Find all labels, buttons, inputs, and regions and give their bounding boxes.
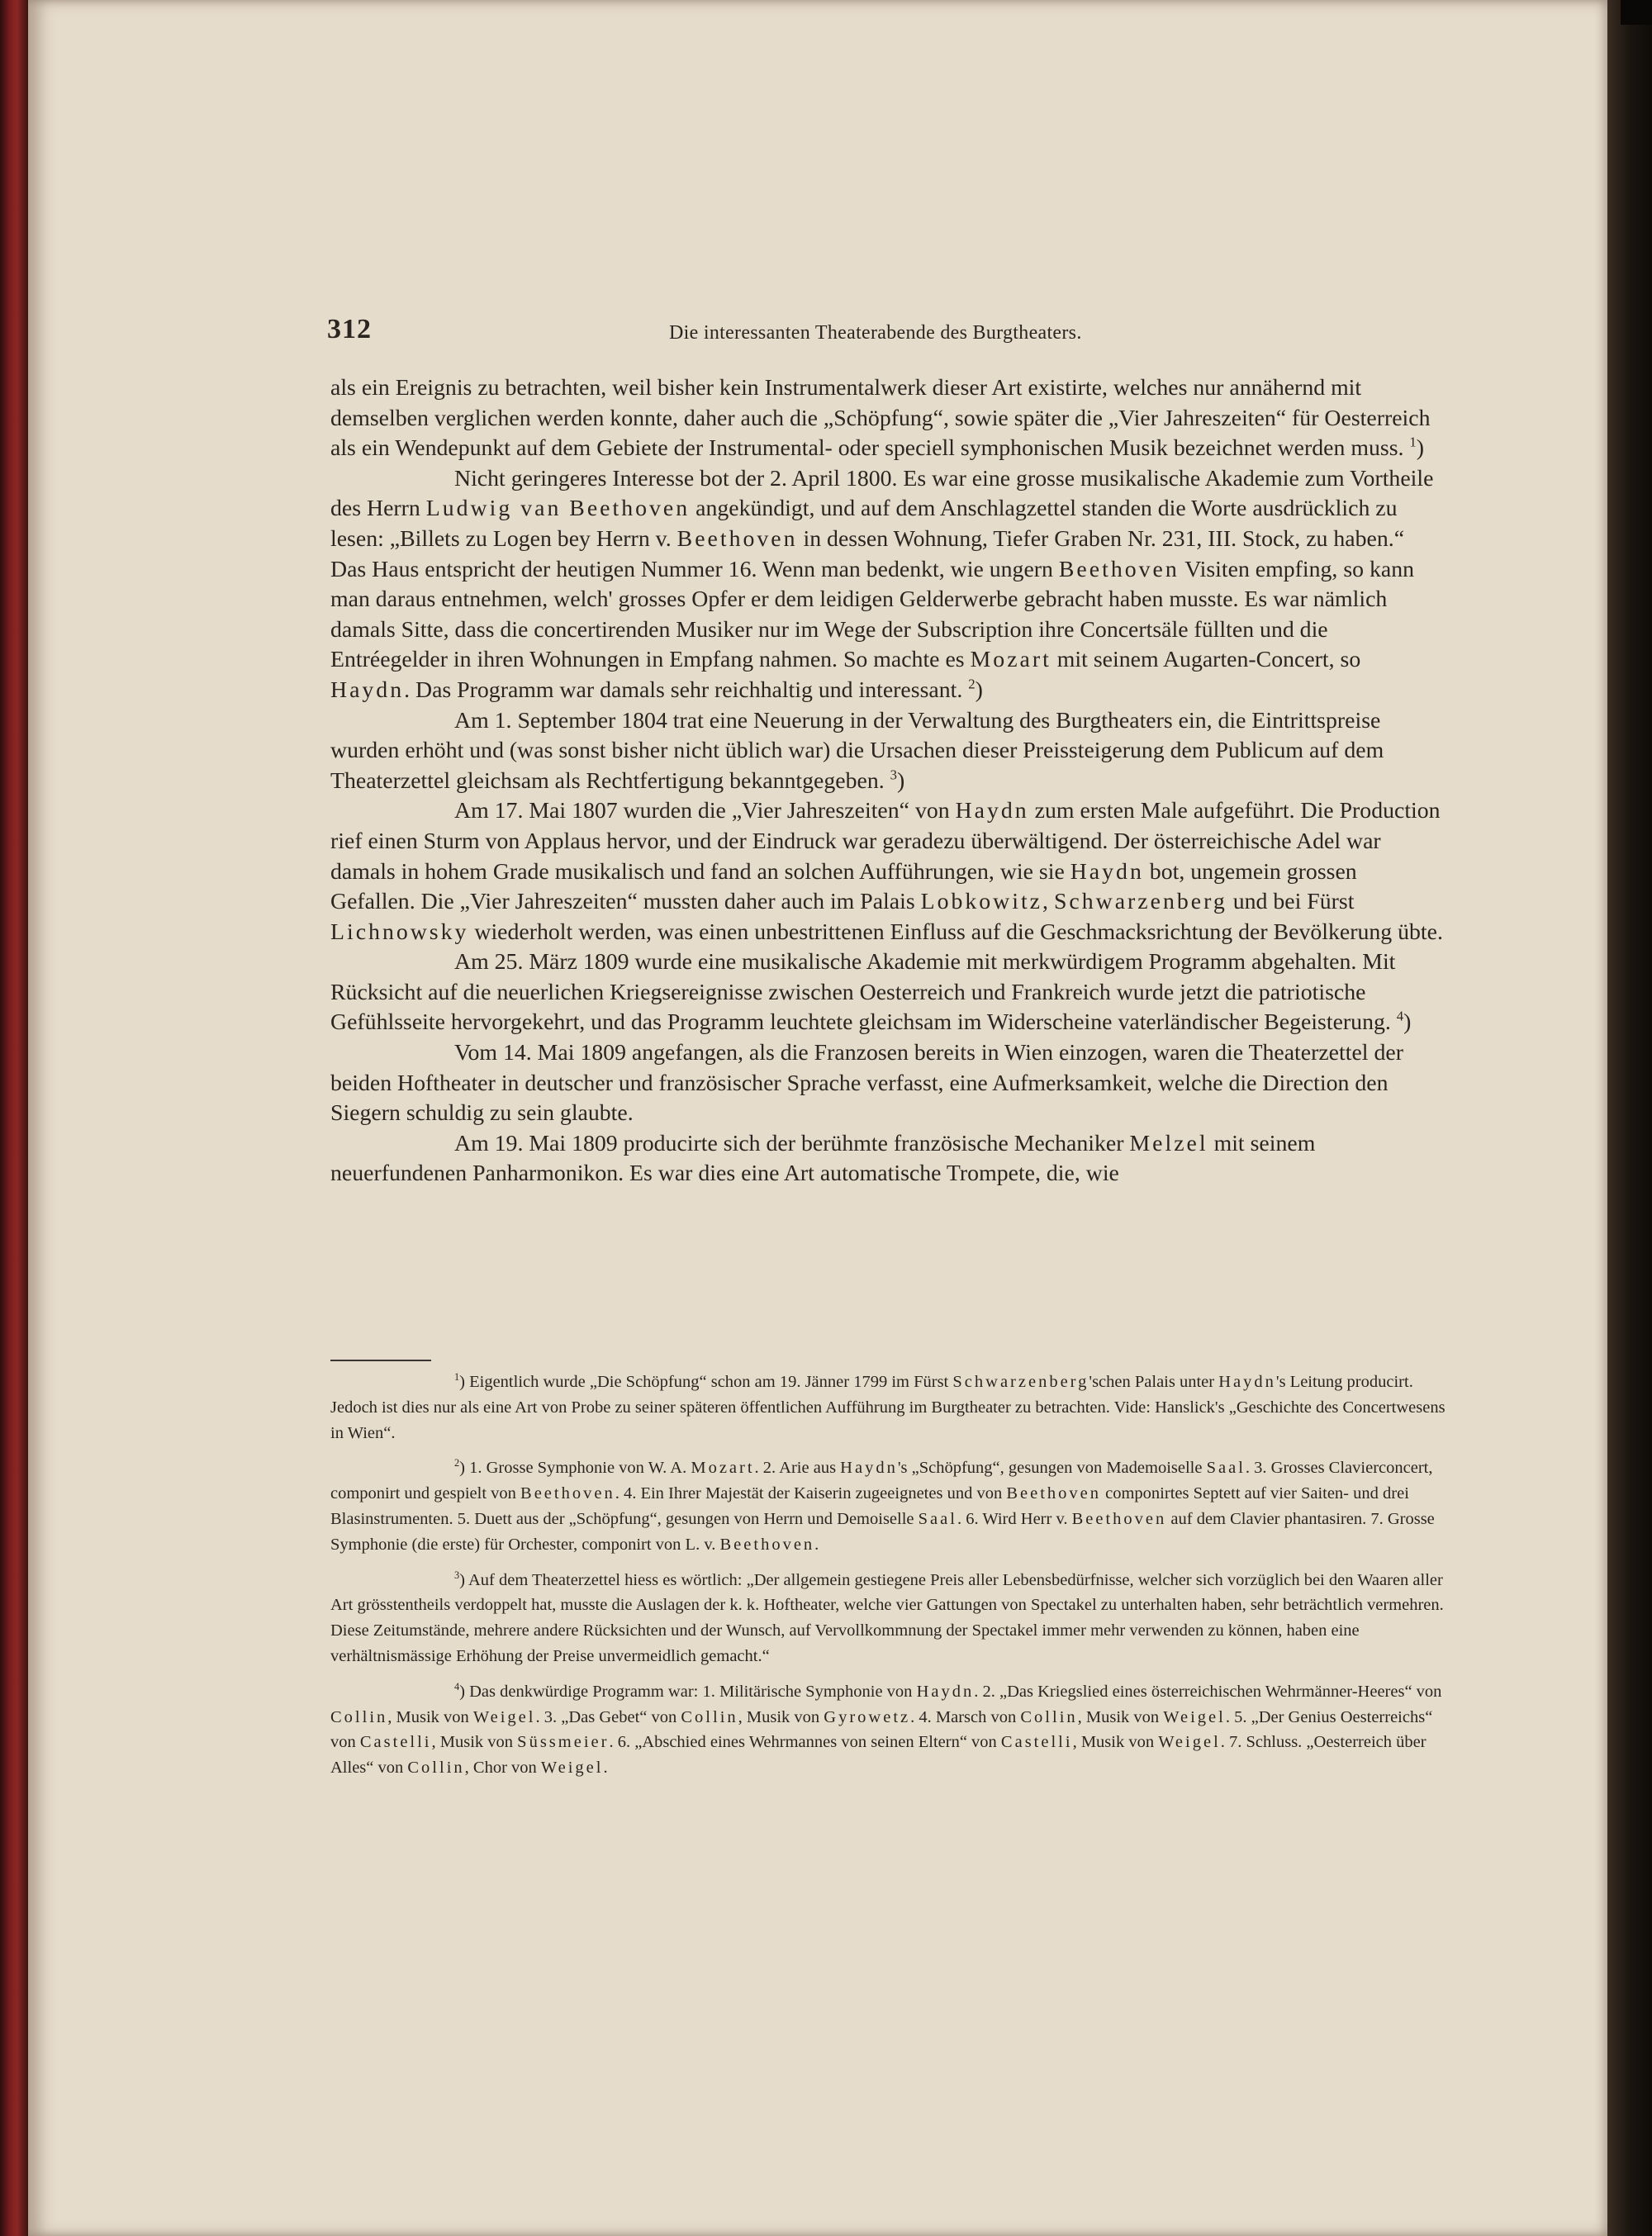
footnote-marker: 1 [454,1371,460,1384]
text-run: zum ersten Male aufgeführt. Die Production rief einen Sturm von Applaus hervor, und der Eindruck war geradezu überwältigend. Der österreichische Adel war damals in hohem Grade musikalisch und fand an solchen Aufführungen, wie sie [330,798,1441,885]
spaced-name: Beethoven [1006,1484,1101,1503]
text-run: . 5. „Der Genius Oesterreichs“ von [330,1707,1433,1752]
text-run: ) Eigentlich wurde „Die Schöpfung“ schon am 19. Jänner 1799 im Fürst [459,1373,953,1391]
spaced-name: Collin [407,1759,465,1778]
text-run: ) [1416,435,1425,462]
text-run: Am 19. Mai 1809 producirte sich der berühmte französische Mechaniker [454,1130,1130,1156]
text-run: , Musik von [1072,1733,1159,1752]
text-run: ) [1403,1009,1412,1036]
footnotes [330,1370,1446,1791]
spaced-name: Weigel [540,1759,604,1778]
text-run: . 6. Wird Herr v. [957,1509,1072,1528]
text-run: wiederholt werden, was einen unbestrittenen Einfluss auf die Geschmacksrichtung der Bevölkerung übte. [468,919,1443,945]
spaced-name: Süssmeier [517,1733,610,1752]
text-run: , Musik von [431,1733,518,1752]
spaced-name: Castelli [359,1733,432,1752]
text-run: 'schen Palais unter [1089,1373,1219,1391]
spaced-name: Schwarzenberg [1053,889,1227,915]
text-run: , [1042,889,1054,915]
footnote-marker: 3 [454,1569,460,1581]
spaced-name: Lobkowitz [920,889,1043,915]
text-run: ) Auf dem Theaterzettel hiess es wörtlich: „Der allgemein gestiegene Preis aller Lebensbedürfnisse, welcher sich vorzüglich bei den Waaren aller Art grösstentheils verdoppelt hat, musste die Auslagen der k. k. Hoftheater, welche vier Gattungen von Spectakel zu unterhalten haben, sehr beträchtlich vermehren. Diese Zeitumstände, mehrere andere Rücksichten und der Wunsch, auf Vervollkommnung der Spectakel immer mehr verwenden zu können, haben eine verhältnismässige Erhöhung der Preise unvermeidlich gemacht.“ [330,1570,1444,1665]
footnote [330,1568,1446,1669]
spaced-name: Collin [330,1707,388,1726]
spaced-name: Beethoven [676,525,798,552]
running-title: Die interessanten Theaterabende des Burgtheaters. [669,322,1082,344]
page-number: 312 [327,314,372,344]
text-run: mit seinem neuerfundenen Panharmonikon. Es war dies eine Art automatische Trompete, die, wie [330,1130,1316,1187]
text-run: als ein Ereignis zu betrachten, weil bisher kein Instrumentalwerk dieser Art existirte, welches nur annähernd mit demselben verglichen werden konnte, daher auch die „Schöpfung“, sowie später die „Vier Jahreszeiten“ für Oesterreich als ein Wendepunkt auf dem Gebiete der Instrumental- oder speciell symphonischen Musik bezeichnet werden muss. [330,375,1431,462]
text-run: Vom 14. Mai 1809 angefangen, als die Franzosen bereits in Wien einzogen, waren die Theaterzettel der beiden Hoftheater in deutscher und französischer Sprache verfasst, eine Aufmerksamkeit, welche die Direction den Siegern schuldig zu sein glaubte. [330,1040,1403,1127]
text-run: ) [975,676,983,703]
footnote [330,1455,1446,1557]
text-run: . Das Programm war damals sehr reichhaltig und interessant. [404,676,969,703]
footnote [330,1370,1446,1446]
spaced-name: Saal [1206,1459,1246,1478]
text-run: bot, ungemein grossen Gefallen. Die „Vier Jahreszeiten“ mussten daher auch im Palais [330,858,1357,915]
text-run: Am 17. Mai 1807 wurden die „Vier Jahreszeiten“ von [454,798,956,824]
text-run: . 4. Marsch von [910,1707,1021,1726]
spaced-name: Mozart [970,647,1051,673]
text-run: 's Leitung producirt. Jedoch ist dies nur als eine Art von Probe zu seiner späteren öffentlichen Aufführung im Burgtheater zu betrachten. Vide: Hanslick's „Geschichte des Concertwesens in Wien“. [330,1373,1446,1442]
footnote-divider [330,1360,431,1361]
spaced-name: Beethoven [719,1535,815,1554]
text-run: . 2. „Das Kriegslied eines österreichischen Wehrmänner-Heeres“ von [974,1682,1442,1701]
text-run: in dessen Wohnung, Tiefer Graben Nr. 231, III. Stock, zu haben.“ Das Haus entspricht der heutigen Nummer 16. Wenn man bedenkt, wie ungern [330,525,1405,582]
text-run: . 7. Schluss. „Oesterreich über Alles“ von [330,1733,1427,1778]
spaced-name: Gyrowetz [824,1707,911,1726]
spaced-name: Weigel [472,1707,536,1726]
text-run: 's „Schöpfung“, gesungen von Mademoiselle [897,1459,1207,1478]
text-run: , Chor von [464,1759,541,1778]
running-head [327,314,1447,350]
scan-background-right [1607,0,1652,2236]
text-run: . 2. Arie aus [754,1459,841,1478]
paragraph [330,1129,1446,1189]
text-run: und bei Fürst [1227,889,1355,915]
spaced-name: Saal [918,1509,957,1528]
footnote [330,1679,1446,1781]
text-run: . 3. „Das Gebet“ von [535,1707,681,1726]
text-run: Am 25. März 1809 wurde eine musikalische Akademie mit merkwürdigem Programm abgehalten. Mit Rücksicht auf die neuerlichen Kriegsereignisse zwischen Oesterreich und Frankreich wurde jetzt die patriotische Gefühlsseite hervorgekehrt, und das Programm leuchtete gleichsam im Widerscheine vaterländischer Begeisterung. [330,949,1397,1036]
text-run: angekündigt, und auf dem Anschlagzettel standen die Worte ausdrücklich zu lesen: „Billets zu Logen bey Herrn v. [330,496,1398,552]
spaced-name: Haydn [1070,858,1144,885]
text-run: Visiten empfing, so kann man daraus entnehmen, welch' grosses Opfer er dem leidigen Gelderwerbe gebracht haben musste. Es war nämlich damals Sitte, dass die concertirenden Musiker nur im Wege der Subscription ihre Concertsäle füllten und die Entréegelder in ihren Wohnungen in Empfang nahmen. So machte es [330,556,1415,673]
spaced-name: Weigel [1158,1733,1221,1752]
text-run: , Musik von [738,1707,824,1726]
footnote-marker: 1 [1409,434,1417,450]
spaced-name: Castelli [1000,1733,1073,1752]
footnote-marker: 3 [890,767,897,783]
footnote-marker: 2 [454,1457,460,1469]
body-text [330,373,1446,1189]
spaced-name: Haydn [1218,1373,1276,1391]
paragraph [330,796,1446,947]
footnote-marker: 4 [454,1680,460,1692]
text-run: ) [897,767,905,794]
spaced-name: Beethoven [1058,556,1180,582]
paragraph [330,373,1446,464]
spaced-name: Haydn [840,1459,898,1478]
spaced-name: Collin [1020,1707,1078,1726]
text-run: . 3. Grosses Clavierconcert, componirt und gespielt von [330,1459,1433,1503]
text-run: , Musik von [387,1707,473,1726]
footnote-marker: 4 [1396,1009,1404,1025]
spaced-name: Lichnowsky [330,919,469,945]
text-run: auf dem Clavier phantasiren. 7. Grosse Symphonie (die erste) für Orchester, componirt von L. v. [330,1509,1435,1554]
spaced-name: Collin [681,1707,738,1726]
spaced-name: Haydn [916,1682,975,1701]
spaced-name: Ludwig van Beethoven [425,496,691,522]
text-run: ) 1. Grosse Symphonie von W. A. [459,1459,691,1478]
spaced-name: Weigel [1163,1707,1226,1726]
text-run: . [603,1759,608,1778]
paragraph [330,947,1446,1038]
text-run: . 4. Ein Ihrer Majestät der Kaiserin zugeeignetes und von [615,1484,1007,1503]
spaced-name: Beethoven [520,1484,615,1503]
text-run: , Musik von [1077,1707,1164,1726]
text-run: componirtes Septett auf vier Saiten- und drei Blasinstrumenten. 5. Duett aus der „Schöpfung“, gesungen von Herrn und Demoiselle [330,1484,1409,1528]
spaced-name: Melzel [1129,1130,1208,1156]
book-binding-edge [0,0,28,2236]
paragraph [330,706,1446,797]
spaced-name: Haydn [955,798,1029,824]
text-run: ) Das denkwürdige Programm war: 1. Militärische Symphonie von [459,1682,917,1701]
spaced-name: Beethoven [1071,1509,1167,1528]
paragraph [330,464,1446,706]
scan-corner [1621,0,1652,25]
spaced-name: Haydn [330,676,405,703]
spaced-name: Mozart [691,1459,755,1478]
text-run: mit seinem Augarten-Concert, so [1051,647,1361,673]
text-run: Am 1. September 1804 trat eine Neuerung in der Verwaltung des Burgtheaters ein, die Eintrittspreise wurden erhöht und (was sonst bisher nicht üblich war) die Ursachen dieser Preissteigerung dem Publicum auf dem Theaterzettel gleichsam als Rechtfertigung bekanntgegeben. [330,707,1384,794]
footnote-marker: 2 [968,676,976,692]
text-run: . 6. „Abschied eines Wehrmannes von seinen Eltern“ von [609,1733,1001,1752]
paragraph [330,1038,1446,1129]
spaced-name: Schwarzenberg [952,1373,1089,1391]
text-run: Nicht geringeres Interesse bot der 2. April 1800. Es war eine grosse musikalische Akademie zum Vortheile des Herrn [330,465,1434,522]
text-run: . [814,1535,819,1554]
